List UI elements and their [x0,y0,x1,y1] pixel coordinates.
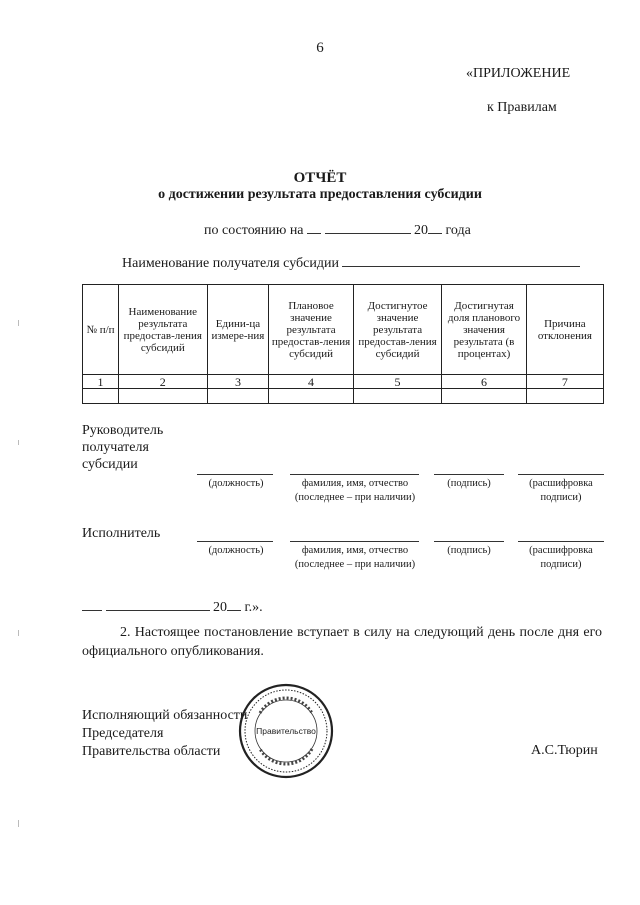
signature-caption: (подпись) [447,545,491,556]
closing-day-blank [82,598,102,611]
decoding-line [518,474,604,475]
recipient-name-line [122,254,580,272]
signatory-title-line1: Исполняющий обязанности [82,708,248,723]
as-of-prefix: по состоянию на [204,223,304,238]
column-number: 7 [526,375,603,389]
signature-block [82,707,247,761]
header-cell: Наименование результата предостав-ления субсидий [119,285,208,375]
signatory-title-line2: Председателя [82,726,164,741]
header-cell: Причина отклонения [526,285,603,375]
as-of-suffix: года [445,223,471,238]
closing-suffix: г.». [244,600,263,615]
appendix-heading: «ПРИЛОЖЕНИЕ [466,66,571,81]
signature-caption: (подпись) [447,478,491,489]
column-number: 3 [207,375,269,389]
closing-month-blank [106,598,210,611]
seal-center-text: Правительство [256,726,316,736]
header-cell: Достигнутое значение результата предостав-ления субсидий [353,285,442,375]
empty-data-row [83,389,604,404]
table-cell [119,389,208,404]
month-blank [325,221,411,234]
column-number: 5 [353,375,442,389]
recipient-label: Наименование получателя субсидии [122,256,339,271]
position-line [197,541,273,542]
table-cell [83,389,119,404]
recipient-blank [342,254,580,267]
position-line [197,474,273,475]
executor-label: Исполнитель [82,526,161,541]
signature-line [434,541,504,542]
as-of-date-line [204,221,471,239]
decoding-caption: (расшифровка подписи) [529,478,593,503]
page-number: 6 [316,40,324,56]
official-seal-stamp [238,683,334,779]
report-subtitle: о достижении результата предоставления субсидии [158,187,482,202]
column-number: 2 [119,375,208,389]
header-cell: Достигнутая доля планового значения результата (в процентах) [442,285,526,375]
table-header-row [83,285,604,375]
report-table [82,284,604,404]
column-number: 6 [442,375,526,389]
column-number: 4 [269,375,353,389]
table-cell [442,389,526,404]
report-title: ОТЧЁТ [293,170,347,186]
head-signature-label: Руководитель получателя субсидии [82,423,164,472]
table-cell [269,389,353,404]
year-blank [428,221,442,234]
decoding-line [518,541,604,542]
scan-margin-marks [18,300,20,860]
fio-line [290,474,419,475]
header-cell: № п/п [83,285,119,375]
position-caption: (должность) [208,545,264,556]
fio-caption: фамилия, имя, отчество (последнее – при наличии) [294,478,416,503]
signer-name: А.С.Тюрин [531,743,598,758]
column-number: 1 [83,375,119,389]
fio-caption: фамилия, имя, отчество (последнее – при наличии) [294,545,416,570]
signature-line [434,474,504,475]
as-of-year-prefix: 20 [414,223,429,238]
table-cell [353,389,442,404]
header-cell: Плановое значение результата предостав-ления субсидий [269,285,353,375]
closing-year-blank [227,598,241,611]
closing-date-line [82,598,263,616]
appendix-rules-ref: к Правилам [487,100,557,115]
header-cell: Едини-ца измере-ния [207,285,269,375]
signatory-title-line3: Правительства области [82,744,221,759]
decoding-caption: (расшифровка подписи) [529,545,593,570]
column-number-row [83,375,604,389]
day-blank [307,221,321,234]
closing-year-prefix: 20 [213,600,227,615]
table-cell [207,389,269,404]
table-cell [526,389,603,404]
fio-line [290,541,419,542]
position-caption: (должность) [208,478,264,489]
paragraph-2: 2. Настоящее постановление вступает в силу на следующий день после дня его официального опубликования. [82,625,602,659]
